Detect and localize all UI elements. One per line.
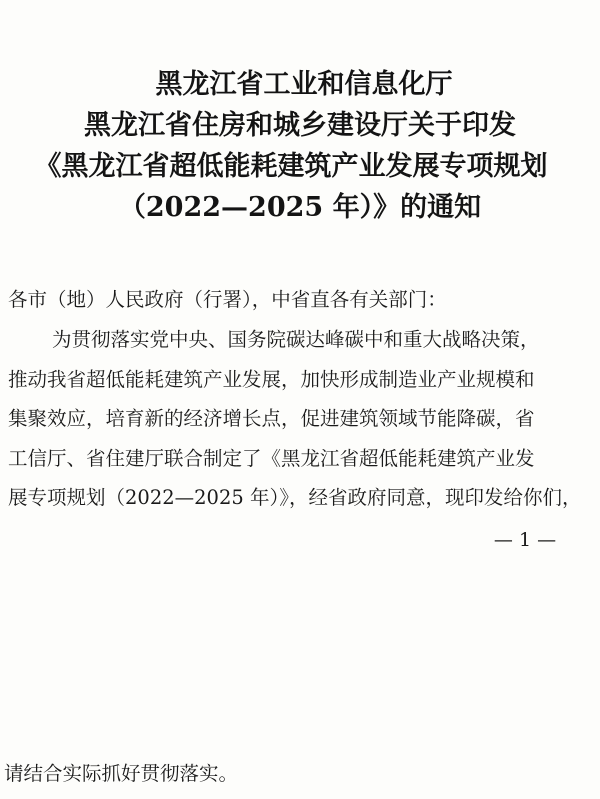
continuation-line: 请结合实际抓好贯彻落实。: [4, 762, 239, 785]
document-title: [30, 64, 570, 228]
salutation: 各市（地）人民政府（行署），中省直各有关部门：: [8, 288, 447, 311]
body-line: 集聚效应，培育新的经济增长点，促进建筑领域节能降碳，省: [8, 407, 535, 430]
title-line-plan-name: 《黑龙江省超低能耗建筑产业发展专项规划: [34, 151, 548, 182]
body-paragraph: [8, 320, 592, 518]
title-line-issuer-1: 黑龙江省工业和信息化厅: [155, 69, 453, 100]
page-number: — 1 —: [493, 529, 557, 551]
body-line: 为贯彻落实党中央、国务院碳达峰碳中和重大战略决策，: [52, 328, 540, 351]
body-line: 工信厅、省住建厅联合制定了《黑龙江省超低能耗建筑产业发: [8, 446, 535, 470]
body-line: 展专项规划（2022—2025 年）》，经省政府同意，现印发给你们，: [8, 486, 582, 509]
title-line-issuer-2: 黑龙江省住房和城乡建设厅关于印发: [84, 110, 516, 141]
title-line-plan-period: （2022—2025 年）》的通知: [118, 192, 482, 223]
body-line: 推动我省超低能耗建筑产业发展，加快形成制造业产业规模和: [8, 367, 535, 391]
